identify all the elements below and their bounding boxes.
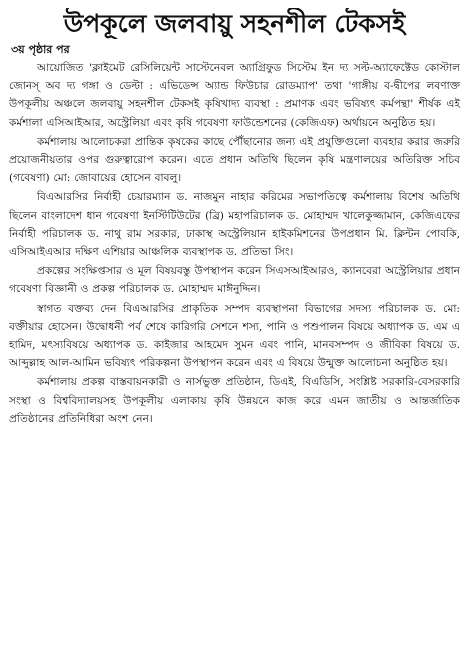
article-paragraph-4: প্রকল্পের সংক্ষিপ্তসার ও মূল বিষয়বস্তু উপস্থাপন করেন সিএসআইআরও, ক্যানবেরা অস্ট্রেলিয়ার প্রধান গবেষণা বিজ্ঞানী ও প্রকল্প পরিচালক ড. মোহাম্মদ মাঈনুদ্দিন। bbox=[9, 265, 460, 296]
article-paragraph-3: বিএআরসির নির্বাহী চেয়ারম্যান ড. নাজমুন নাহার করিমের সভাপতিত্বে কর্মশালায় বিশেষ অতিথি ছিলেন বাংলাদেশ ধান গবেষণা ইনস্টিটিউটের (ব্রি) মহাপরিচালক ড. মোহাম্মদ খালেকুজ্জামান, কেজিএফের নির্বাহী পরিচালক ড. নাথু রাম সরকার, ঢাকাস্থ অস্ট্রেলিয়ান হাইকমিশনের উপপ্রধান মি. ক্লিন্টন পোবকি, এসিআইএআর দক্ষিণ এশিয়ার আঞ্চলিক ব্যবস্থাপক ড. প্রতিভা সিং। bbox=[9, 191, 460, 259]
article-paragraph-5: স্বাগত বক্তব্য দেন বিএআরসির প্রাকৃতিক সম্পদ ব্যবস্থাপনা বিভাগের সদস্য পরিচালক ড. মো: বক্তীয়ার হোসেন। উদ্বোধনী পর্ব শেষে কারিগরি সেশনে শস্য, পানি ও পশুপালন বিষয়ে অধ্যাপক ড. এম এ হামিদ, মৎস্যবিষয়ে অধ্যাপক ড. কাইজার আহমেদ সুমন এবং পানি, মানবসম্পদ ও জীবিকা বিষয়ে ড. আব্দুল্লাহ আল-আমিন ভবিষ্যৎ পরিকল্পনা উপস্থাপন করেন এবং এ বিষয়ে উন্মুক্ত আলোচনা অনুষ্ঠিত হয়। bbox=[9, 302, 460, 370]
article-headline: উপকূলে জলবায়ু সহনশীল টেকসই bbox=[63, 9, 406, 38]
article-paragraph-6: কর্মশালায় প্রকল্প বাস্তবায়নকারী ও নার্সভুক্ত প্রতিষ্ঠান, ডিএই, বিএডিসি, সংশ্লিষ্ট সরকারি-বেসরকারি সংস্থা ও বিশ্ববিদ্যালয়সহ উপকূলীয় এলাকায় কৃষি উন্নয়নে কাজ করে এমন জাতীয় ও আন্তর্জাতিক প্রতিষ্ঠানের প্রতিনিধিরা অংশ নেন। bbox=[9, 376, 460, 425]
article-paragraph-1: আয়োজিত 'ক্লাইমেট রেসিলিয়েন্ট সাস্টেনেবল অ্যাগ্রিফুড সিস্টেম ইন দ্য সল্ট-অ্যাফেক্টেড কোস্টাল জোনস্ অব দ্য গঙ্গা ও ডেল্টা : এভিডেন্স অ্যান্ড ফিউচার রোডম্যাপ' তথা 'গাঙ্গীয় ব-দ্বীপের লবণাক্ত উপকূলীয় অঞ্চলে জলবায়ু সহনশীল টেকসই কৃষিখাদ্য ব্যবস্থা : প্রমাণক এবং ভবিষ্যৎ কর্মপন্থা' শীর্ষক এই কর্মশালা এসিআইআর, অস্ট্রেলিয়া এবং কৃষি গবেষণা ফাউন্ডেশনের (কেজিএফ) অর্থায়নে অনুষ্ঠিত হয়। bbox=[9, 62, 460, 129]
article-paragraph-2: কর্মশালায় আলোচকরা প্রান্তিক কৃষকের কাছে পৌঁছানোর জন্য এই প্রযুক্তিগুলো ব্যবহার করার জরুরি প্রয়োজনীয়তার ওপর গুরুত্বারোপ করেন। এতে প্রধান অতিথি ছিলেন কৃষি মন্ত্রণালয়ের অতিরিক্ত সচিব (গবেষণা) মো: জোবায়ের হোসেন বাবলু। bbox=[9, 135, 460, 185]
continuation-label: ৩য় পৃষ্ঠার পর bbox=[11, 43, 70, 56]
